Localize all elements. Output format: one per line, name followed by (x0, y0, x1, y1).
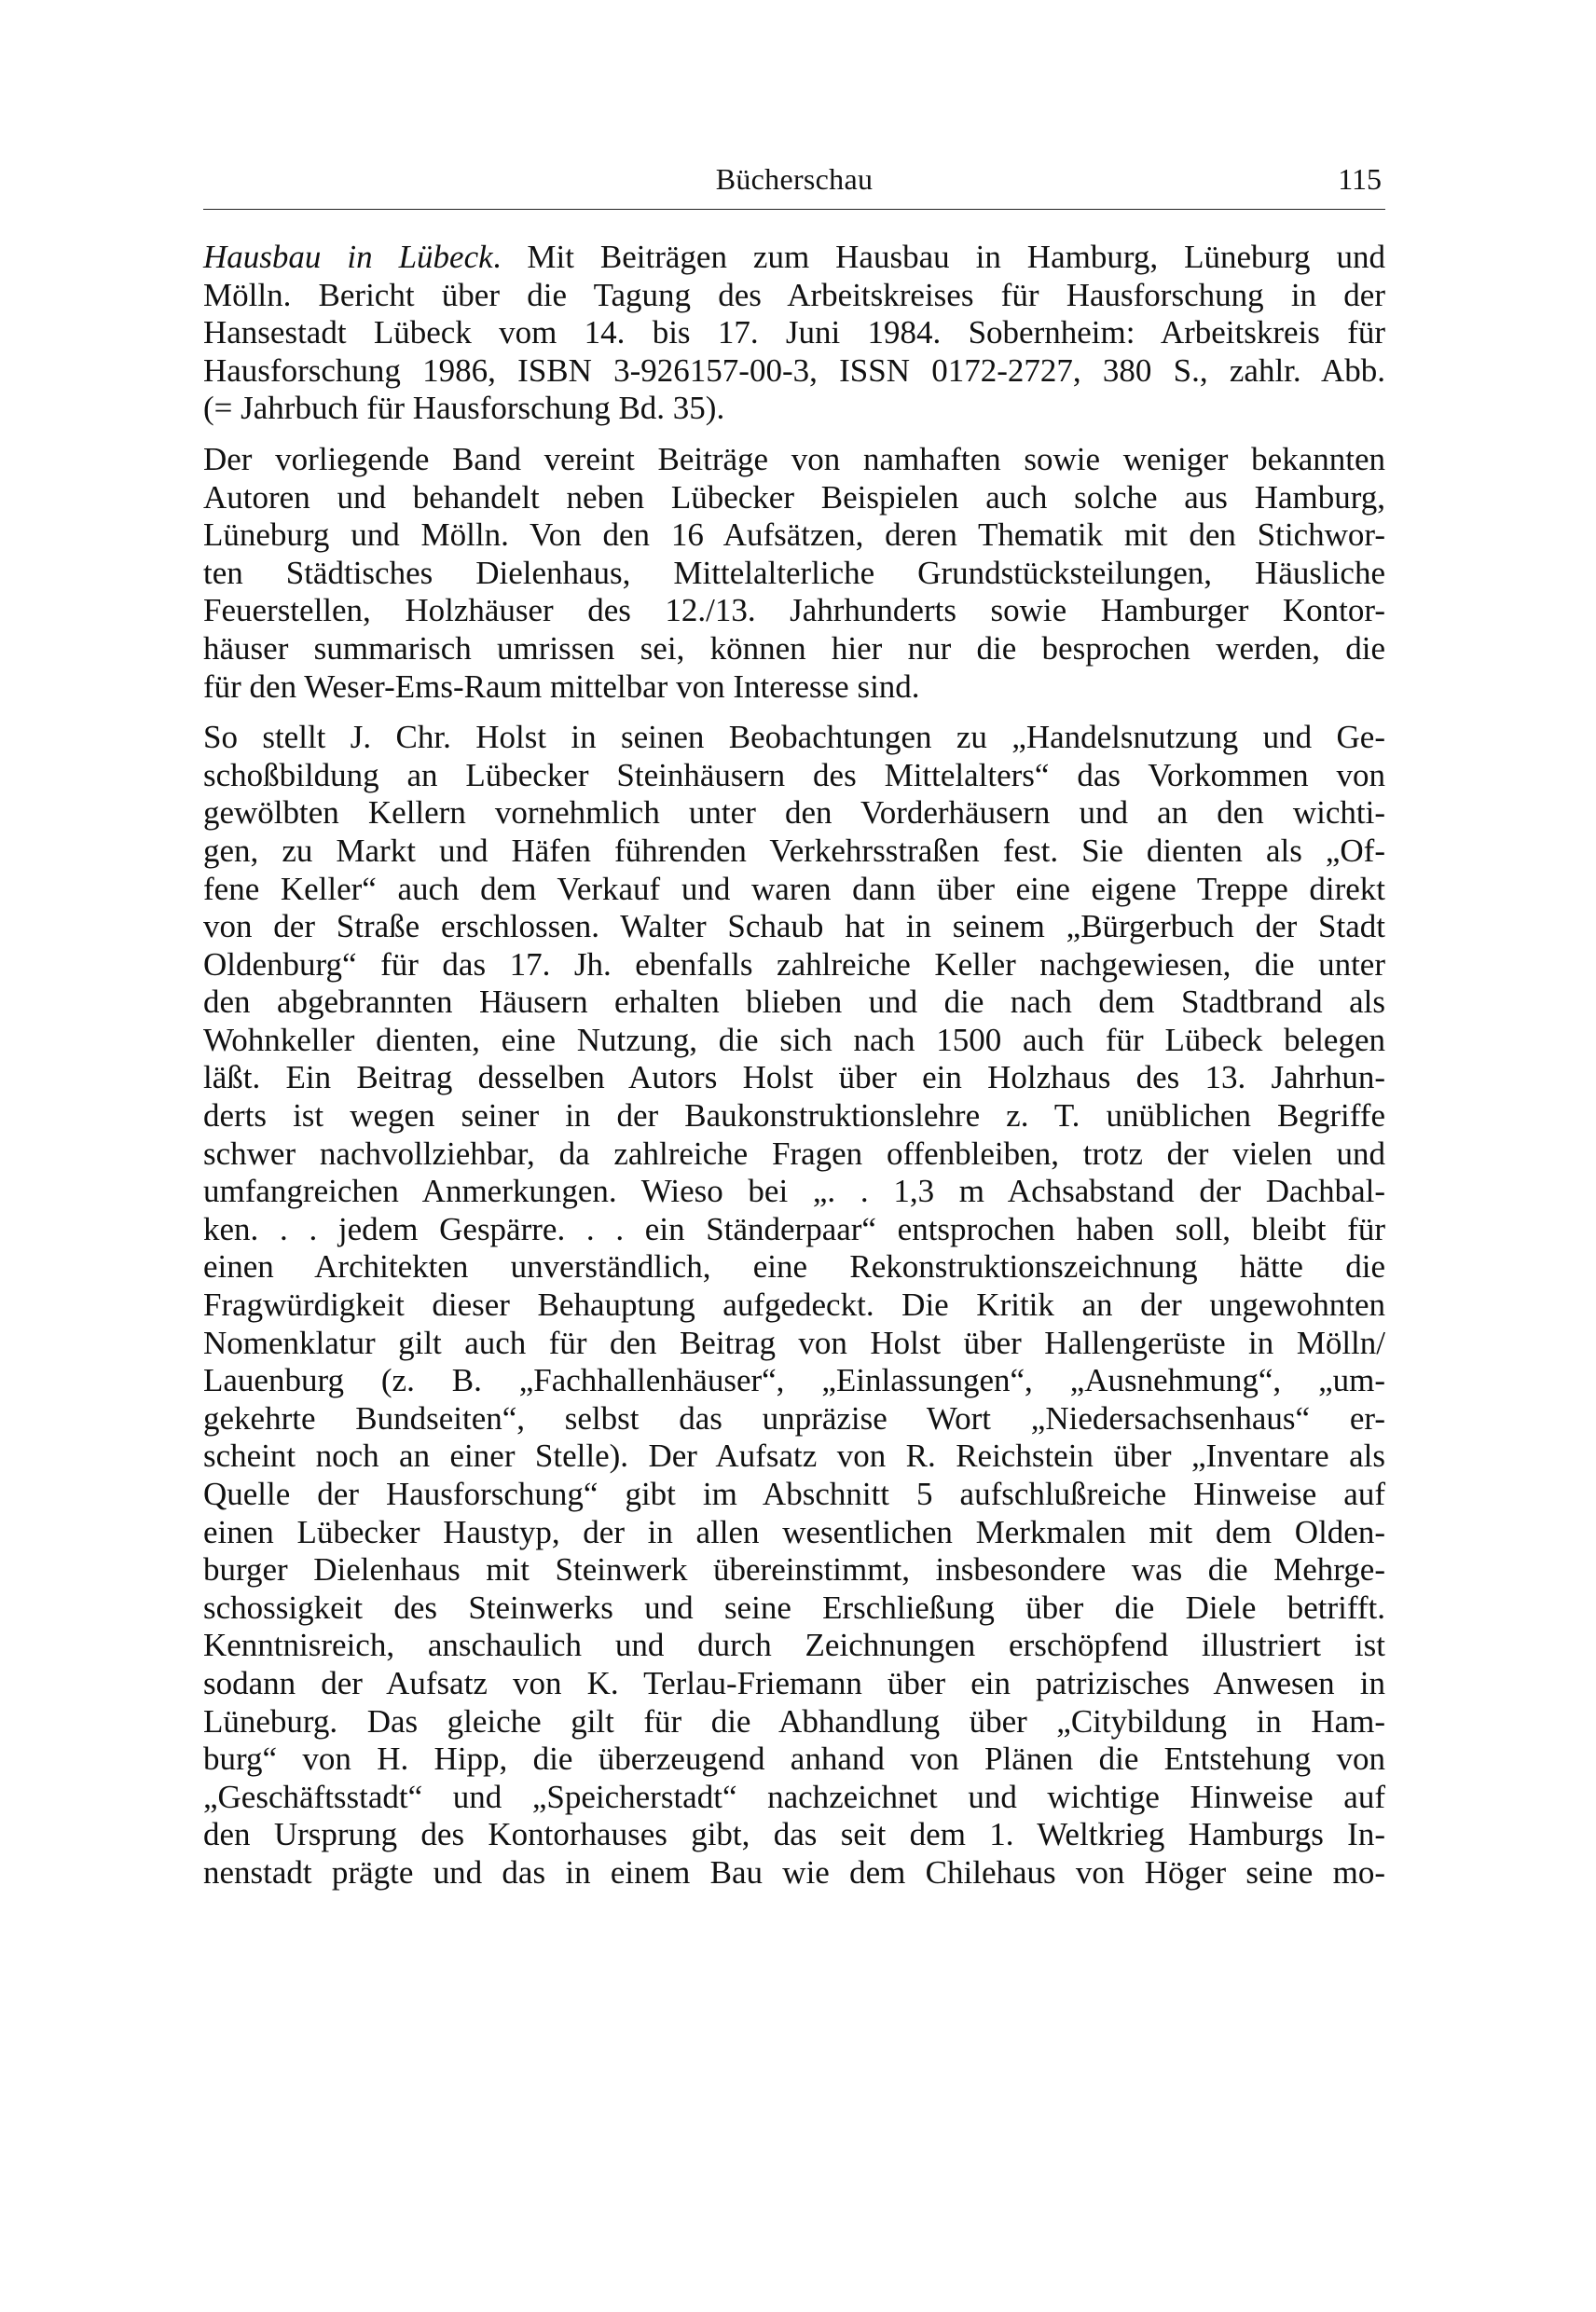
text-line: den Ursprung des Kontorhauses gibt, das seit dem 1. Weltkrieg Hamburgs In- (203, 1816, 1385, 1853)
citation-line-text: . Mit Beiträgen zum Hausbau in Hamburg, Lüneburg und (492, 239, 1385, 275)
text-line: Autoren und behandelt neben Lübecker Beispielen auch solche aus Hamburg, (203, 478, 1385, 516)
text-line: burg“ von H. Hipp, die überzeugend anhand von Plänen die Entstehung von (203, 1741, 1385, 1778)
running-title: Bücherschau (715, 162, 874, 196)
text-line: ten Städtisches Dielenhaus, Mittelalterliche Grundstücksteilungen, Häusliche (203, 554, 1385, 591)
text-line: sodann der Aufsatz von K. Terlau-Friemann über ein patrizisches Anwesen in (203, 1664, 1385, 1701)
text-line: Kenntnisreich, anschaulich und durch Zeichnungen erschöpfend illustriert ist (203, 1627, 1385, 1664)
book-title: Hausbau in Lübeck (203, 239, 493, 275)
text-line: schoßbildung an Lübecker Steinhäusern des Mittelalters“ das Vorkommen von (203, 756, 1385, 793)
text-line: gen, zu Markt und Häfen führenden Verkehrsstraßen fest. Sie dienten als „Of- (203, 832, 1385, 869)
text-line: Wohnkeller dienten, eine Nutzung, die sich nach 1500 auch für Lübeck belegen (203, 1021, 1385, 1058)
page-number: 115 (1338, 162, 1382, 196)
citation-line (203, 239, 1385, 277)
citation-line: Mölln. Bericht über die Tagung des Arbeitskreises für Hausforschung in der (203, 276, 1385, 313)
citation-line: Hausforschung 1986, ISBN 3-926157-00-3, ISSN 0172-2727, 380 S., zahlr. Abb. (203, 351, 1385, 389)
paragraph-1 (203, 441, 1385, 706)
text-line: für den Weser-Ems-Raum mittelbar von Interesse sind. (203, 667, 920, 705)
citation-block (203, 239, 1385, 428)
text-line: schwer nachvollziehbar, da zahlreiche Fragen offenbleiben, trotz der vielen und (203, 1135, 1385, 1172)
text-line: fene Keller“ auch dem Verkauf und waren dann über eine eigene Treppe direkt (203, 870, 1385, 907)
text-line: läßt. Ein Beitrag desselben Autors Holst über ein Holzhaus des 13. Jahrhun- (203, 1059, 1385, 1096)
text-line: Quelle der Hausforschung“ gibt im Abschnitt 5 aufschlußreiche Hinweise auf (203, 1476, 1385, 1512)
text-line: den abgebrannten Häusern erhalten blieben und die nach dem Stadtbrand als (203, 984, 1385, 1021)
text-line: einen Architekten unverständlich, eine Rekonstruktionszeichnung hätte die (203, 1248, 1385, 1286)
text-line: ken. . . jedem Gespärre. . . ein Ständerpaar“ entsprochen haben soll, bleibt für (203, 1210, 1385, 1247)
text-line: Nomenklatur gilt auch für den Beitrag von Holst über Hallengerüste in Mölln/ (203, 1324, 1385, 1361)
citation-line: (= Jahrbuch für Hausforschung Bd. 35). (203, 390, 725, 427)
text-line: scheint noch an einer Stelle). Der Aufsatz von R. Reichstein über „Inventare als (203, 1438, 1385, 1475)
text-line: umfangreichen Anmerkungen. Wieso bei „. . 1,3 m Achsabstand der Dachbal- (203, 1173, 1385, 1210)
text-line: gekehrte Bundseiten“, selbst das unpräzise Wort „Niedersachsenhaus“ er- (203, 1399, 1385, 1437)
page-header (203, 157, 1385, 210)
text-line: burger Dielenhaus mit Steinwerk übereinstimmt, insbesondere was die Mehrge- (203, 1551, 1385, 1589)
citation-line: Hansestadt Lübeck vom 14. bis 17. Juni 1984. Sobernheim: Arbeitskreis für (203, 314, 1385, 351)
text-line: Oldenburg“ für das 17. Jh. ebenfalls zahlreiche Keller nachgewiesen, die unter (203, 945, 1385, 983)
text-line: So stellt J. Chr. Holst in seinen Beobachtungen zu „Handelsnutzung und Ge- (203, 719, 1385, 756)
text-line: Lüneburg. Das gleiche gilt für die Abhandlung über „Citybildung in Ham- (203, 1702, 1385, 1740)
text-line: derts ist wegen seiner in der Baukonstruktionslehre z. T. unüblichen Begriffe (203, 1097, 1385, 1135)
page-body (203, 239, 1385, 1892)
text-line: „Geschäftsstadt“ und „Speicherstadt“ nachzeichnet und wichtige Hinweise auf (203, 1778, 1385, 1815)
text-line: schossigkeit des Steinwerks und seine Erschließung über die Diele betrifft. (203, 1589, 1385, 1626)
text-line: häuser summarisch umrissen sei, können hier nur die besprochen werden, die (203, 629, 1385, 667)
text-line: Fragwürdigkeit dieser Behauptung aufgedeckt. Die Kritik an der ungewohnten (203, 1287, 1385, 1324)
paragraph-2 (203, 719, 1385, 1892)
text-line: nenstadt prägte und das in einem Bau wie dem Chilehaus von Höger seine mo- (203, 1853, 1385, 1891)
text-line: einen Lübecker Haustyp, der in allen wesentlichen Merkmalen mit dem Olden- (203, 1513, 1385, 1550)
text-line: Feuerstellen, Holzhäuser des 12./13. Jahrhunderts sowie Hamburger Kontor- (203, 592, 1385, 629)
text-line: Lüneburg und Mölln. Von den 16 Aufsätzen, deren Thematik mit den Stichwor- (203, 516, 1385, 554)
text-line: Der vorliegende Band vereint Beiträge von namhaften sowie weniger bekannten (203, 440, 1385, 477)
text-line: gewölbten Kellern vornehmlich unter den Vorderhäusern und an den wichti- (203, 794, 1385, 832)
text-line: Lauenburg (z. B. „Fachhallenhäuser“, „Einlassungen“, „Ausnehmung“, „um- (203, 1362, 1385, 1399)
text-line: von der Straße erschlossen. Walter Schaub hat in seinem „Bürgerbuch der Stadt (203, 908, 1385, 945)
